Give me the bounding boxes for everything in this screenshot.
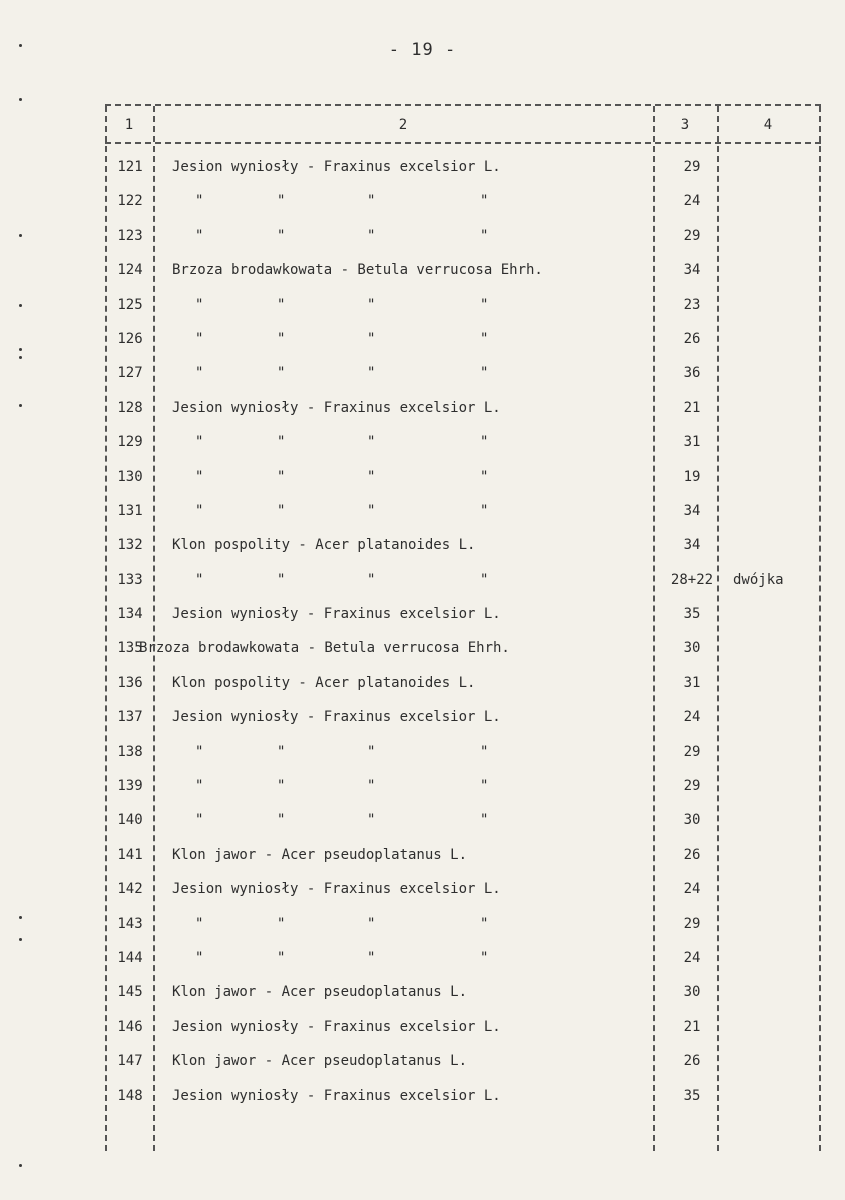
species-name: Jesion wyniosły - Fraxinus excelsior L.	[172, 159, 501, 175]
data-table	[105, 104, 821, 1151]
margin-dot	[19, 1164, 22, 1167]
table-row	[105, 184, 821, 218]
ditto-mark: "	[277, 949, 286, 966]
margin-dot	[19, 348, 22, 351]
species-name: Brzoza brodawkowata - Betula verrucosa Ehrh.	[139, 640, 510, 657]
species-name: Klon pospolity - Acer platanoides L.	[172, 674, 476, 691]
ditto-mark: "	[480, 227, 489, 244]
measurement-value: 31	[683, 674, 701, 691]
measurement-value: 29	[683, 778, 701, 795]
row-number: 125	[117, 296, 143, 313]
row-number: 145	[117, 984, 143, 1001]
table-row	[105, 356, 821, 390]
margin-dot	[19, 404, 22, 407]
ditto-mark: "	[195, 193, 204, 210]
ditto-mark: "	[367, 434, 376, 451]
ditto-mark: "	[367, 915, 376, 932]
header-rule	[105, 142, 821, 144]
margin-dot	[19, 98, 22, 101]
ditto-mark: "	[480, 812, 489, 829]
table-row	[105, 666, 821, 700]
row-number: 130	[117, 468, 143, 485]
ditto-mark: "	[367, 949, 376, 966]
row-number: 142	[117, 881, 143, 898]
ditto-mark: "	[195, 365, 204, 382]
row-number: 148	[117, 1087, 143, 1104]
species-name: Klon jawor - Acer pseudoplatanus L.	[172, 846, 468, 863]
margin-dot	[19, 938, 22, 941]
margin-dot	[19, 304, 22, 307]
measurement-value: 35	[683, 606, 701, 623]
species-name: Jesion wyniosły - Fraxinus excelsior L.	[172, 399, 501, 416]
ditto-mark: "	[480, 365, 489, 382]
ditto-mark: "	[277, 365, 286, 382]
species-name: Klon pospolity - Acer platanoides L.	[172, 537, 476, 554]
table-row	[105, 1010, 821, 1044]
page-number: - 19 -	[388, 40, 457, 60]
row-number: 127	[117, 365, 143, 382]
ditto-mark: "	[367, 330, 376, 347]
measurement-value: 21	[683, 1018, 701, 1035]
ditto-mark: "	[277, 434, 286, 451]
ditto-mark: "	[195, 330, 204, 347]
ditto-mark: "	[195, 778, 204, 795]
row-number: 133	[117, 571, 143, 588]
row-number: 129	[117, 434, 143, 451]
measurement-value: 29	[683, 743, 701, 760]
measurement-value: 29	[683, 915, 701, 932]
ditto-mark: "	[195, 915, 204, 932]
table-row	[105, 563, 821, 597]
ditto-mark: "	[277, 468, 286, 485]
table-row	[105, 288, 821, 322]
row-number: 137	[117, 709, 143, 726]
measurement-value: 30	[683, 984, 701, 1001]
row-number: 147	[117, 1053, 143, 1070]
species-name: Brzoza brodawkowata - Betula verrucosa Ehrh.	[172, 262, 543, 279]
ditto-mark: "	[195, 571, 204, 588]
table-row	[105, 872, 821, 906]
measurement-value: 21	[683, 399, 701, 416]
ditto-mark: "	[195, 743, 204, 760]
table-row	[105, 769, 821, 803]
measurement-value: 30	[683, 640, 701, 657]
measurement-value: 36	[683, 365, 701, 382]
species-name: Klon jawor - Acer pseudoplatanus L.	[172, 1053, 468, 1070]
ditto-mark: "	[195, 434, 204, 451]
table-row	[105, 735, 821, 769]
ditto-mark: "	[367, 365, 376, 382]
measurement-value: 29	[683, 227, 701, 244]
measurement-value: 26	[683, 330, 701, 347]
ditto-mark: "	[277, 812, 286, 829]
ditto-mark: "	[367, 296, 376, 313]
ditto-mark: "	[480, 330, 489, 347]
measurement-value: 19	[683, 468, 701, 485]
header-col-3: 3	[680, 117, 690, 133]
measurement-value: 24	[683, 709, 701, 726]
ditto-mark: "	[195, 227, 204, 244]
header-col-1: 1	[124, 117, 134, 133]
species-name: Klon jawor - Acer pseudoplatanus L.	[172, 984, 468, 1001]
table-row	[105, 631, 821, 665]
table-row	[105, 391, 821, 425]
ditto-mark: "	[480, 434, 489, 451]
row-number: 136	[117, 674, 143, 691]
row-number: 134	[117, 606, 143, 623]
measurement-value: 26	[683, 846, 701, 863]
measurement-value: 34	[683, 262, 701, 279]
table-row	[105, 425, 821, 459]
table-row	[105, 322, 821, 356]
ditto-mark: "	[480, 296, 489, 313]
ditto-mark: "	[367, 468, 376, 485]
measurement-value: 31	[683, 434, 701, 451]
measurement-value: 35	[683, 1087, 701, 1104]
ditto-mark: "	[277, 571, 286, 588]
table-row	[105, 803, 821, 837]
table-row	[105, 528, 821, 562]
ditto-mark: "	[367, 571, 376, 588]
measurement-value: 24	[683, 193, 701, 210]
row-number: 138	[117, 743, 143, 760]
species-name: Jesion wyniosły - Fraxinus excelsior L.	[172, 1018, 501, 1035]
row-number: 131	[117, 502, 143, 519]
margin-dot	[19, 234, 22, 237]
table-row	[105, 700, 821, 734]
ditto-mark: "	[367, 227, 376, 244]
table-row	[105, 1079, 821, 1113]
ditto-mark: "	[195, 812, 204, 829]
species-name: Jesion wyniosły - Fraxinus excelsior L.	[172, 881, 501, 898]
ditto-mark: "	[195, 468, 204, 485]
species-name: Jesion wyniosły - Fraxinus excelsior L.	[172, 709, 501, 726]
measurement-value: 23	[683, 296, 701, 313]
ditto-mark: "	[480, 468, 489, 485]
row-number: 135	[117, 640, 143, 657]
table-row	[105, 597, 821, 631]
ditto-mark: "	[277, 502, 286, 519]
table-row	[105, 941, 821, 975]
row-number: 132	[117, 537, 143, 554]
table-row	[105, 219, 821, 253]
measurement-value: 24	[683, 881, 701, 898]
ditto-mark: "	[195, 949, 204, 966]
ditto-mark: "	[277, 778, 286, 795]
margin-dot	[19, 44, 22, 47]
remark: dwójka	[733, 571, 784, 588]
row-number: 123	[117, 227, 143, 244]
species-name: Jesion wyniosły - Fraxinus excelsior L.	[172, 606, 501, 623]
row-number: 121	[117, 159, 143, 175]
ditto-mark: "	[277, 743, 286, 760]
table-row	[105, 838, 821, 872]
row-number: 124	[117, 262, 143, 279]
ditto-mark: "	[277, 915, 286, 932]
measurement-value: 34	[683, 502, 701, 519]
ditto-mark: "	[480, 193, 489, 210]
measurement-value: 28+22	[670, 571, 714, 588]
table-row	[105, 253, 821, 287]
ditto-mark: "	[195, 296, 204, 313]
ditto-mark: "	[367, 778, 376, 795]
ditto-mark: "	[367, 502, 376, 519]
table-body	[105, 150, 821, 1113]
ditto-mark: "	[367, 812, 376, 829]
header-col-4: 4	[763, 117, 773, 133]
ditto-mark: "	[277, 296, 286, 313]
table-row	[105, 907, 821, 941]
table-row	[105, 1044, 821, 1078]
row-number: 141	[117, 846, 143, 863]
ditto-mark: "	[277, 227, 286, 244]
margin-dot	[19, 356, 22, 359]
ditto-mark: "	[277, 193, 286, 210]
ditto-mark: "	[367, 743, 376, 760]
ditto-mark: "	[367, 193, 376, 210]
row-number: 144	[117, 949, 143, 966]
measurement-value: 26	[683, 1053, 701, 1070]
ditto-mark: "	[480, 949, 489, 966]
table-row	[105, 460, 821, 494]
table-row	[105, 150, 821, 184]
header-col-2: 2	[398, 117, 408, 133]
margin-dot	[19, 916, 22, 919]
row-number: 122	[117, 193, 143, 210]
measurement-value: 29	[683, 159, 701, 175]
ditto-mark: "	[195, 502, 204, 519]
ditto-mark: "	[480, 571, 489, 588]
row-number: 146	[117, 1018, 143, 1035]
row-number: 143	[117, 915, 143, 932]
ditto-mark: "	[480, 778, 489, 795]
measurement-value: 24	[683, 949, 701, 966]
ditto-mark: "	[277, 330, 286, 347]
measurement-value: 34	[683, 537, 701, 554]
species-name: Jesion wyniosły - Fraxinus excelsior L.	[172, 1087, 501, 1104]
ditto-mark: "	[480, 915, 489, 932]
row-number: 139	[117, 778, 143, 795]
row-number: 126	[117, 330, 143, 347]
ditto-mark: "	[480, 743, 489, 760]
row-number: 140	[117, 812, 143, 829]
table-row	[105, 975, 821, 1009]
row-number: 128	[117, 399, 143, 416]
measurement-value: 30	[683, 812, 701, 829]
table-row	[105, 494, 821, 528]
ditto-mark: "	[480, 502, 489, 519]
